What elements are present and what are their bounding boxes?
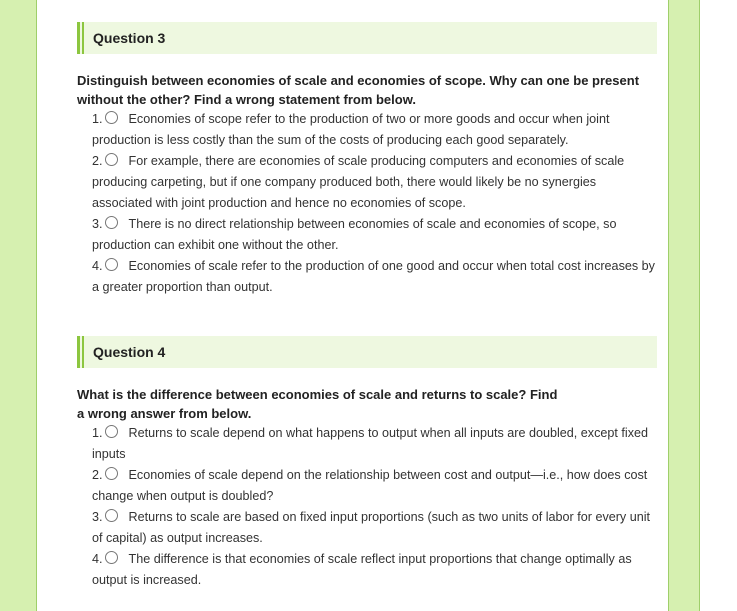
question-header [77,22,657,54]
answer-option[interactable] [77,507,657,549]
option-number: 1. [92,426,103,440]
quiz-page [37,0,668,611]
option-text: There is no direct relationship between economies of scale and economies of scope, so production can exhibit one without the other. [92,217,617,252]
radio-button[interactable] [105,216,118,229]
answer-option[interactable] [77,151,657,214]
question-header [77,336,657,368]
option-text: Returns to scale are based on fixed input proportions (such as two units of labor for every unit of capital) as output increases. [92,510,651,545]
answer-option[interactable] [77,423,657,465]
question-4 [77,336,657,591]
answer-options [77,109,657,298]
option-number: 3. [92,510,103,524]
option-number: 4. [92,259,103,273]
option-text: The difference is that economies of scale reflect input proportions that change optimally as output is increased. [92,552,632,587]
header-accent-bar [82,336,84,368]
radio-button[interactable] [105,551,118,564]
option-text: Returns to scale depend on what happens to output when all inputs are doubled, except fixed inputs [92,426,649,461]
answer-option[interactable] [77,549,657,591]
radio-button[interactable] [105,111,118,124]
option-text: Economies of scope refer to the production of two or more goods and occur when joint production is less costly than the sum of the costs of producing each good separately. [92,112,610,147]
left-margin-panel [0,0,37,611]
prompt-line: What is the difference between economies of scale and returns to scale? Find [77,387,558,402]
option-number: 1. [92,112,103,126]
header-accent-bar [77,336,80,368]
option-number: 4. [92,552,103,566]
answer-option[interactable] [77,214,657,256]
option-number: 3. [92,217,103,231]
prompt-line: a wrong answer from below. [77,406,252,421]
question-3 [77,22,657,298]
radio-button[interactable] [105,467,118,480]
right-margin-panel [668,0,700,611]
header-accent-bar [82,22,84,54]
answer-option[interactable] [77,256,657,298]
header-accent-bar [77,22,80,54]
question-title: Question 3 [93,30,166,46]
radio-button[interactable] [105,258,118,271]
answer-option[interactable] [77,465,657,507]
radio-button[interactable] [105,425,118,438]
option-text: Economies of scale refer to the production of one good and occur when total cost increases by a greater proportion than output. [92,259,655,294]
answer-options [77,423,657,591]
answer-option[interactable] [77,109,657,151]
question-prompt [77,385,652,423]
question-prompt: Distinguish between economies of scale and economies of scope. Why can one be present without the other? Find a wrong statement from below. [77,73,640,107]
radio-button[interactable] [105,509,118,522]
option-text: For example, there are economies of scale producing computers and economies of scale producing carpeting, but if one company produced both, there would likely be no synergies associated with joint production and hence no economies of scope. [92,154,625,210]
option-text: Economies of scale depend on the relationship between cost and output—i.e., how does cost change when output is doubled? [92,468,648,503]
option-number: 2. [92,468,103,482]
radio-button[interactable] [105,153,118,166]
question-title: Question 4 [93,344,166,360]
option-number: 2. [92,154,103,168]
